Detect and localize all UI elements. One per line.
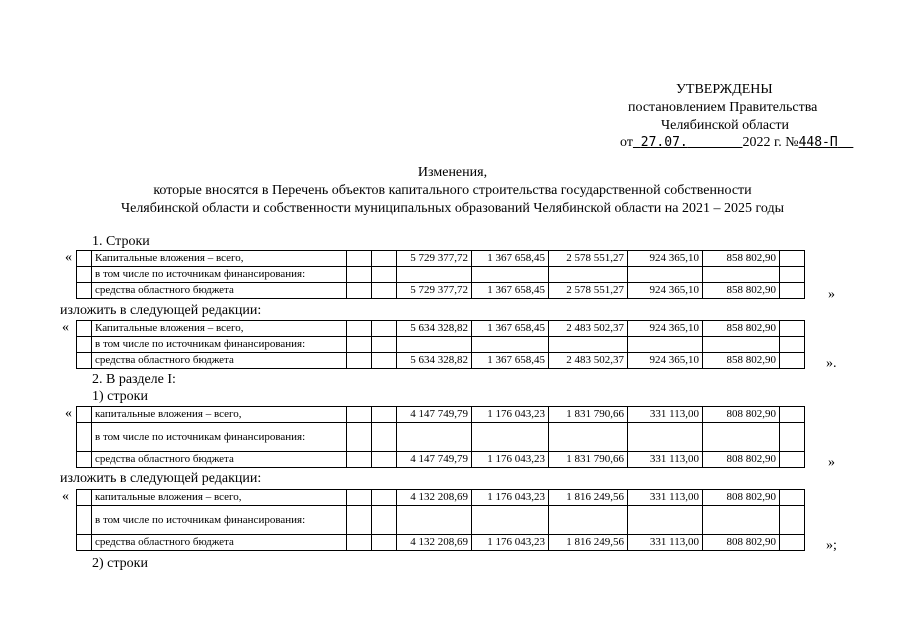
decree-number: 448-П bbox=[798, 135, 838, 150]
table-cell bbox=[397, 267, 472, 283]
table-cell-value: 4 147 749,79 bbox=[397, 452, 472, 468]
table-cell bbox=[372, 452, 397, 468]
table-cell bbox=[780, 452, 805, 468]
table-cell-value: 331 113,00 bbox=[628, 490, 703, 506]
table-cell bbox=[347, 321, 372, 337]
table-cell-value: 1 831 790,66 bbox=[549, 407, 628, 423]
table-cell-value: 1 367 658,45 bbox=[472, 321, 549, 337]
table-cell bbox=[549, 267, 628, 283]
doc-subtitle-2: Челябинской области и собственности муниципальных образований Челябинской области на 2021 – 2025 годы bbox=[121, 201, 784, 216]
section-2-heading: 2. В разделе I: bbox=[92, 372, 176, 387]
table-cell-value: 1 176 043,23 bbox=[472, 535, 549, 551]
table-cell bbox=[77, 353, 92, 369]
table-row bbox=[77, 452, 805, 468]
table-cell-value: 858 802,90 bbox=[703, 321, 780, 337]
table-cell-value: 4 147 749,79 bbox=[397, 407, 472, 423]
table-cell bbox=[549, 506, 628, 535]
approval-line-government: постановлением Правительства bbox=[628, 100, 818, 115]
approval-line-region: Челябинской области bbox=[661, 118, 789, 133]
table-cell-value: 924 365,10 bbox=[628, 283, 703, 299]
quote-open-4: « bbox=[62, 489, 69, 504]
doc-subtitle-1: которые вносятся в Перечень объектов капитального строительства государственной собственности bbox=[153, 183, 752, 198]
year-text: 2022 г. № bbox=[742, 135, 799, 150]
quote-close-2: ». bbox=[826, 356, 837, 371]
table-cell bbox=[549, 423, 628, 452]
table-cell bbox=[77, 267, 92, 283]
table-cell bbox=[780, 353, 805, 369]
table-cell-value: 808 802,90 bbox=[703, 535, 780, 551]
subsection-2-heading: 2) строки bbox=[92, 556, 148, 571]
table-4 bbox=[76, 489, 805, 551]
table-cell bbox=[628, 267, 703, 283]
table-cell-label: Капитальные вложения – всего, bbox=[92, 321, 347, 337]
table-cell-value: 924 365,10 bbox=[628, 251, 703, 267]
table-cell bbox=[372, 353, 397, 369]
table-2 bbox=[76, 320, 805, 369]
table-cell-value: 331 113,00 bbox=[628, 407, 703, 423]
table-cell bbox=[372, 506, 397, 535]
table-cell bbox=[703, 423, 780, 452]
table-cell bbox=[780, 283, 805, 299]
table-cell bbox=[549, 337, 628, 353]
table-cell-value: 924 365,10 bbox=[628, 353, 703, 369]
table-cell-value: 2 578 551,27 bbox=[549, 251, 628, 267]
table-cell-value: 2 483 502,37 bbox=[549, 353, 628, 369]
approval-heading: УТВЕРЖДЕНЫ bbox=[676, 82, 773, 97]
table-row bbox=[77, 283, 805, 299]
table-cell bbox=[347, 251, 372, 267]
table-cell-value: 1 816 249,56 bbox=[549, 490, 628, 506]
table-cell bbox=[780, 407, 805, 423]
quote-close-4: »; bbox=[826, 538, 837, 553]
table-cell-label: капитальные вложения – всего, bbox=[92, 490, 347, 506]
table-cell-value: 858 802,90 bbox=[703, 283, 780, 299]
table-cell-value: 924 365,10 bbox=[628, 321, 703, 337]
table-cell-value: 5 634 328,82 bbox=[397, 353, 472, 369]
table-cell bbox=[77, 535, 92, 551]
doc-title: Изменения, bbox=[417, 165, 488, 180]
table-cell-value: 1 816 249,56 bbox=[549, 535, 628, 551]
quote-open-1: « bbox=[65, 250, 72, 265]
table-cell bbox=[347, 353, 372, 369]
table-cell-value: 1 367 658,45 bbox=[472, 353, 549, 369]
table-cell bbox=[628, 337, 703, 353]
table-cell bbox=[77, 452, 92, 468]
table-cell-label: в том числе по источникам финансирования: bbox=[92, 337, 347, 353]
table-cell bbox=[397, 337, 472, 353]
table-cell bbox=[77, 490, 92, 506]
table-cell bbox=[372, 321, 397, 337]
table-cell bbox=[780, 267, 805, 283]
table-cell bbox=[77, 321, 92, 337]
table-cell bbox=[347, 490, 372, 506]
table-cell-value: 808 802,90 bbox=[703, 490, 780, 506]
table-cell bbox=[780, 337, 805, 353]
table-cell bbox=[472, 337, 549, 353]
table-cell bbox=[780, 423, 805, 452]
table-cell bbox=[372, 423, 397, 452]
table-cell-label: средства областного бюджета bbox=[92, 535, 347, 551]
table-cell bbox=[347, 267, 372, 283]
table-cell bbox=[780, 251, 805, 267]
table-cell bbox=[77, 337, 92, 353]
date-value: 27.07. bbox=[640, 135, 688, 150]
table-row bbox=[77, 337, 805, 353]
table-cell-label: Капитальные вложения – всего, bbox=[92, 251, 347, 267]
date-prefix: от bbox=[620, 135, 633, 150]
table-3 bbox=[76, 406, 805, 468]
table-cell bbox=[347, 283, 372, 299]
table-cell-value: 2 578 551,27 bbox=[549, 283, 628, 299]
table-cell bbox=[347, 452, 372, 468]
table-cell-label: в том числе по источникам финансирования: bbox=[92, 423, 347, 452]
table-cell bbox=[628, 506, 703, 535]
table-cell-value: 858 802,90 bbox=[703, 251, 780, 267]
quote-open-3: « bbox=[65, 406, 72, 421]
table-cell-value: 4 132 208,69 bbox=[397, 490, 472, 506]
table-cell bbox=[77, 251, 92, 267]
table-cell-label: средства областного бюджета bbox=[92, 283, 347, 299]
table-row bbox=[77, 251, 805, 267]
table-cell-value: 1 176 043,23 bbox=[472, 452, 549, 468]
table-cell-value: 808 802,90 bbox=[703, 407, 780, 423]
table-cell-value: 331 113,00 bbox=[628, 535, 703, 551]
table-cell bbox=[347, 506, 372, 535]
subsection-1-heading: 1) строки bbox=[92, 389, 148, 404]
table-cell bbox=[780, 506, 805, 535]
replace-instruction-2: изложить в следующей редакции: bbox=[60, 471, 262, 486]
table-row bbox=[77, 423, 805, 452]
table-row bbox=[77, 506, 805, 535]
table-row bbox=[77, 321, 805, 337]
table-cell bbox=[347, 407, 372, 423]
table-cell bbox=[372, 337, 397, 353]
table-row bbox=[77, 353, 805, 369]
table-cell bbox=[472, 423, 549, 452]
table-cell bbox=[372, 407, 397, 423]
table-cell bbox=[780, 490, 805, 506]
table-cell-value: 858 802,90 bbox=[703, 353, 780, 369]
table-cell-label: средства областного бюджета bbox=[92, 353, 347, 369]
table-cell bbox=[472, 267, 549, 283]
table-cell-value: 5 634 328,82 bbox=[397, 321, 472, 337]
table-cell-value: 4 132 208,69 bbox=[397, 535, 472, 551]
quote-close-1: » bbox=[828, 287, 835, 302]
table-cell-value: 331 113,00 bbox=[628, 452, 703, 468]
table-cell-value: 2 483 502,37 bbox=[549, 321, 628, 337]
quote-open-2: « bbox=[62, 320, 69, 335]
table-cell bbox=[77, 407, 92, 423]
table-row bbox=[77, 407, 805, 423]
table-cell bbox=[780, 321, 805, 337]
table-cell bbox=[372, 267, 397, 283]
table-cell-label: в том числе по источникам финансирования: bbox=[92, 267, 347, 283]
table-cell bbox=[347, 423, 372, 452]
table-cell bbox=[372, 490, 397, 506]
table-cell bbox=[397, 506, 472, 535]
table-cell-value: 1 176 043,23 bbox=[472, 490, 549, 506]
table-cell-value: 1 176 043,23 bbox=[472, 407, 549, 423]
table-cell bbox=[472, 506, 549, 535]
table-row bbox=[77, 535, 805, 551]
approval-date-line bbox=[620, 135, 853, 151]
table-cell bbox=[703, 337, 780, 353]
table-1 bbox=[76, 250, 805, 299]
table-cell bbox=[372, 535, 397, 551]
table-cell-value: 808 802,90 bbox=[703, 452, 780, 468]
table-cell bbox=[397, 423, 472, 452]
table-cell-value: 5 729 377,72 bbox=[397, 251, 472, 267]
quote-close-3: » bbox=[828, 455, 835, 470]
table-cell-label: капитальные вложения – всего, bbox=[92, 407, 347, 423]
table-cell bbox=[372, 251, 397, 267]
section-1-heading: 1. Строки bbox=[92, 234, 150, 249]
table-cell bbox=[780, 535, 805, 551]
table-cell bbox=[77, 506, 92, 535]
table-cell-value: 1 367 658,45 bbox=[472, 283, 549, 299]
table-cell bbox=[77, 283, 92, 299]
table-cell-label: в том числе по источникам финансирования: bbox=[92, 506, 347, 535]
table-row bbox=[77, 267, 805, 283]
table-cell bbox=[347, 535, 372, 551]
table-cell bbox=[628, 423, 703, 452]
table-cell-value: 5 729 377,72 bbox=[397, 283, 472, 299]
table-cell-value: 1 367 658,45 bbox=[472, 251, 549, 267]
table-cell-label: средства областного бюджета bbox=[92, 452, 347, 468]
table-cell bbox=[703, 506, 780, 535]
table-cell bbox=[703, 267, 780, 283]
table-cell bbox=[347, 337, 372, 353]
table-cell-value: 1 831 790,66 bbox=[549, 452, 628, 468]
table-row bbox=[77, 490, 805, 506]
table-cell bbox=[77, 423, 92, 452]
replace-instruction-1: изложить в следующей редакции: bbox=[60, 303, 262, 318]
table-cell bbox=[372, 283, 397, 299]
